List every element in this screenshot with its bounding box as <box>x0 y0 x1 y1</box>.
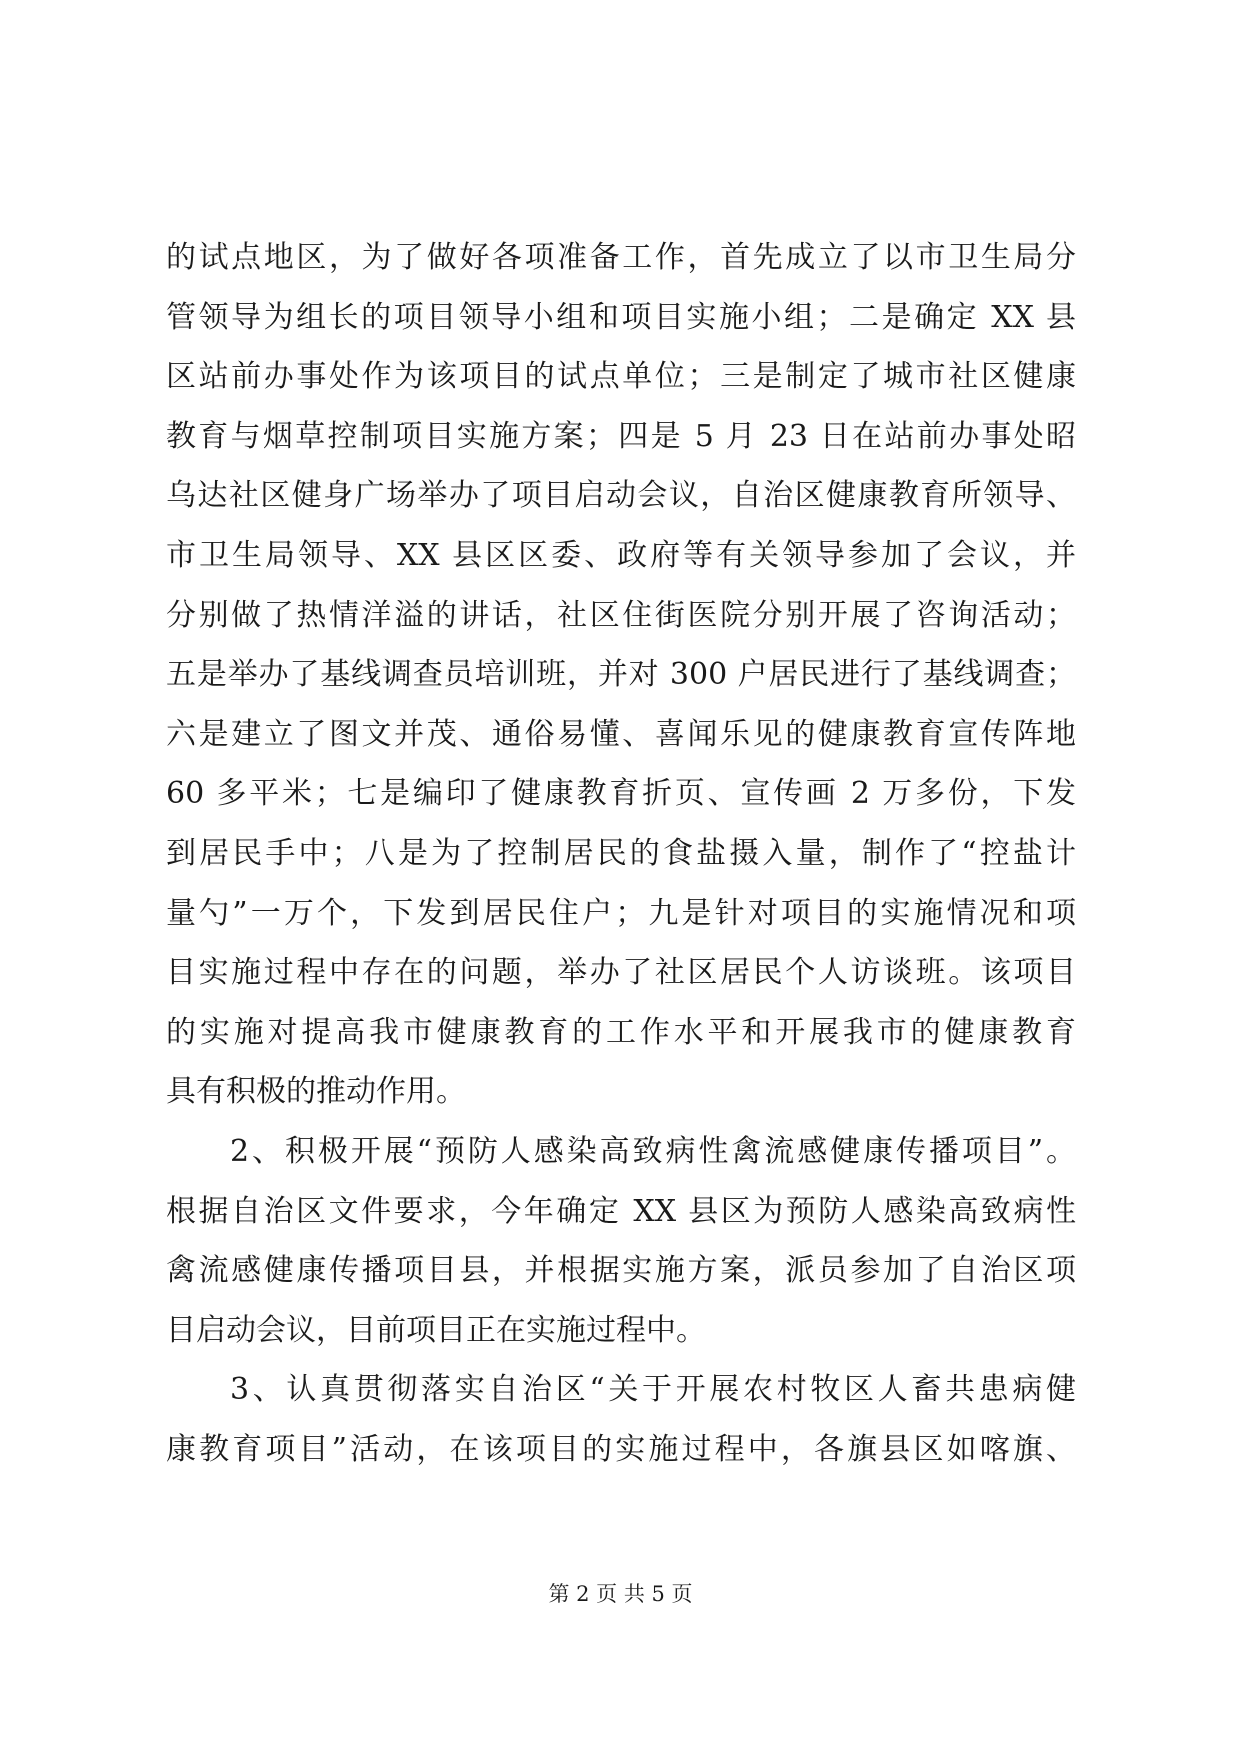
text-line: 目实施过程中存在的问题，举办了社区居民个人访谈班。该项目 <box>166 955 1076 991</box>
text-line: 的实施对提高我市健康教育的工作水平和开展我市的健康教育 <box>166 1014 1076 1050</box>
text-line: 市卫生局领导、XX 县区区委、政府等有关领导参加了会议，并 <box>166 537 1076 573</box>
text-line: 量勺”一万个，下发到居民住户；九是针对项目的实施情况和项 <box>166 895 1076 931</box>
text-line: 康教育项目”活动，在该项目的实施过程中，各旗县区如喀旗、 <box>166 1431 1076 1467</box>
text-line: 乌达社区健身广场举办了项目启动会议，自治区健康教育所领导、 <box>166 478 1076 514</box>
text-line: 目启动会议，目前项目正在实施过程中。 <box>166 1312 706 1348</box>
page-footer: 第 2 页 共 5 页 <box>548 1582 693 1606</box>
text-line: 五是举办了基线调查员培训班，并对 300 户居民进行了基线调查； <box>166 657 1076 693</box>
paragraph-heading: 3、认真贯彻落实自治区“关于开展农村牧区人畜共患病健 <box>230 1372 1076 1408</box>
text-line: 六是建立了图文并茂、通俗易懂、喜闻乐见的健康教育宣传阵地 <box>166 716 1076 752</box>
text-line: 到居民手中；八是为了控制居民的食盐摄入量，制作了“控盐计 <box>166 835 1076 871</box>
text-line: 教育与烟草控制项目实施方案；四是 5 月 23 日在站前办事处昭 <box>166 418 1076 454</box>
text-line: 管领导为组长的项目领导小组和项目实施小组；二是确定 XX 县 <box>166 299 1076 335</box>
paragraph-heading: 2、积极开展“预防人感染高致病性禽流感健康传播项目”。 <box>230 1133 1076 1169</box>
text-line: 禽流感健康传播项目县，并根据实施方案，派员参加了自治区项 <box>166 1253 1076 1289</box>
text-line: 区站前办事处作为该项目的试点单位；三是制定了城市社区健康 <box>166 359 1076 395</box>
text-line: 具有积极的推动作用。 <box>166 1074 466 1110</box>
text-line: 分别做了热情洋溢的讲话，社区住街医院分别开展了咨询活动； <box>166 597 1076 633</box>
text-line: 60 多平米；七是编印了健康教育折页、宣传画 2 万多份，下发 <box>166 776 1076 812</box>
text-line: 根据自治区文件要求，今年确定 XX 县区为预防人感染高致病性 <box>166 1193 1076 1229</box>
text-line: 的试点地区，为了做好各项准备工作，首先成立了以市卫生局分 <box>166 240 1076 275</box>
body-text <box>166 228 1076 1479</box>
